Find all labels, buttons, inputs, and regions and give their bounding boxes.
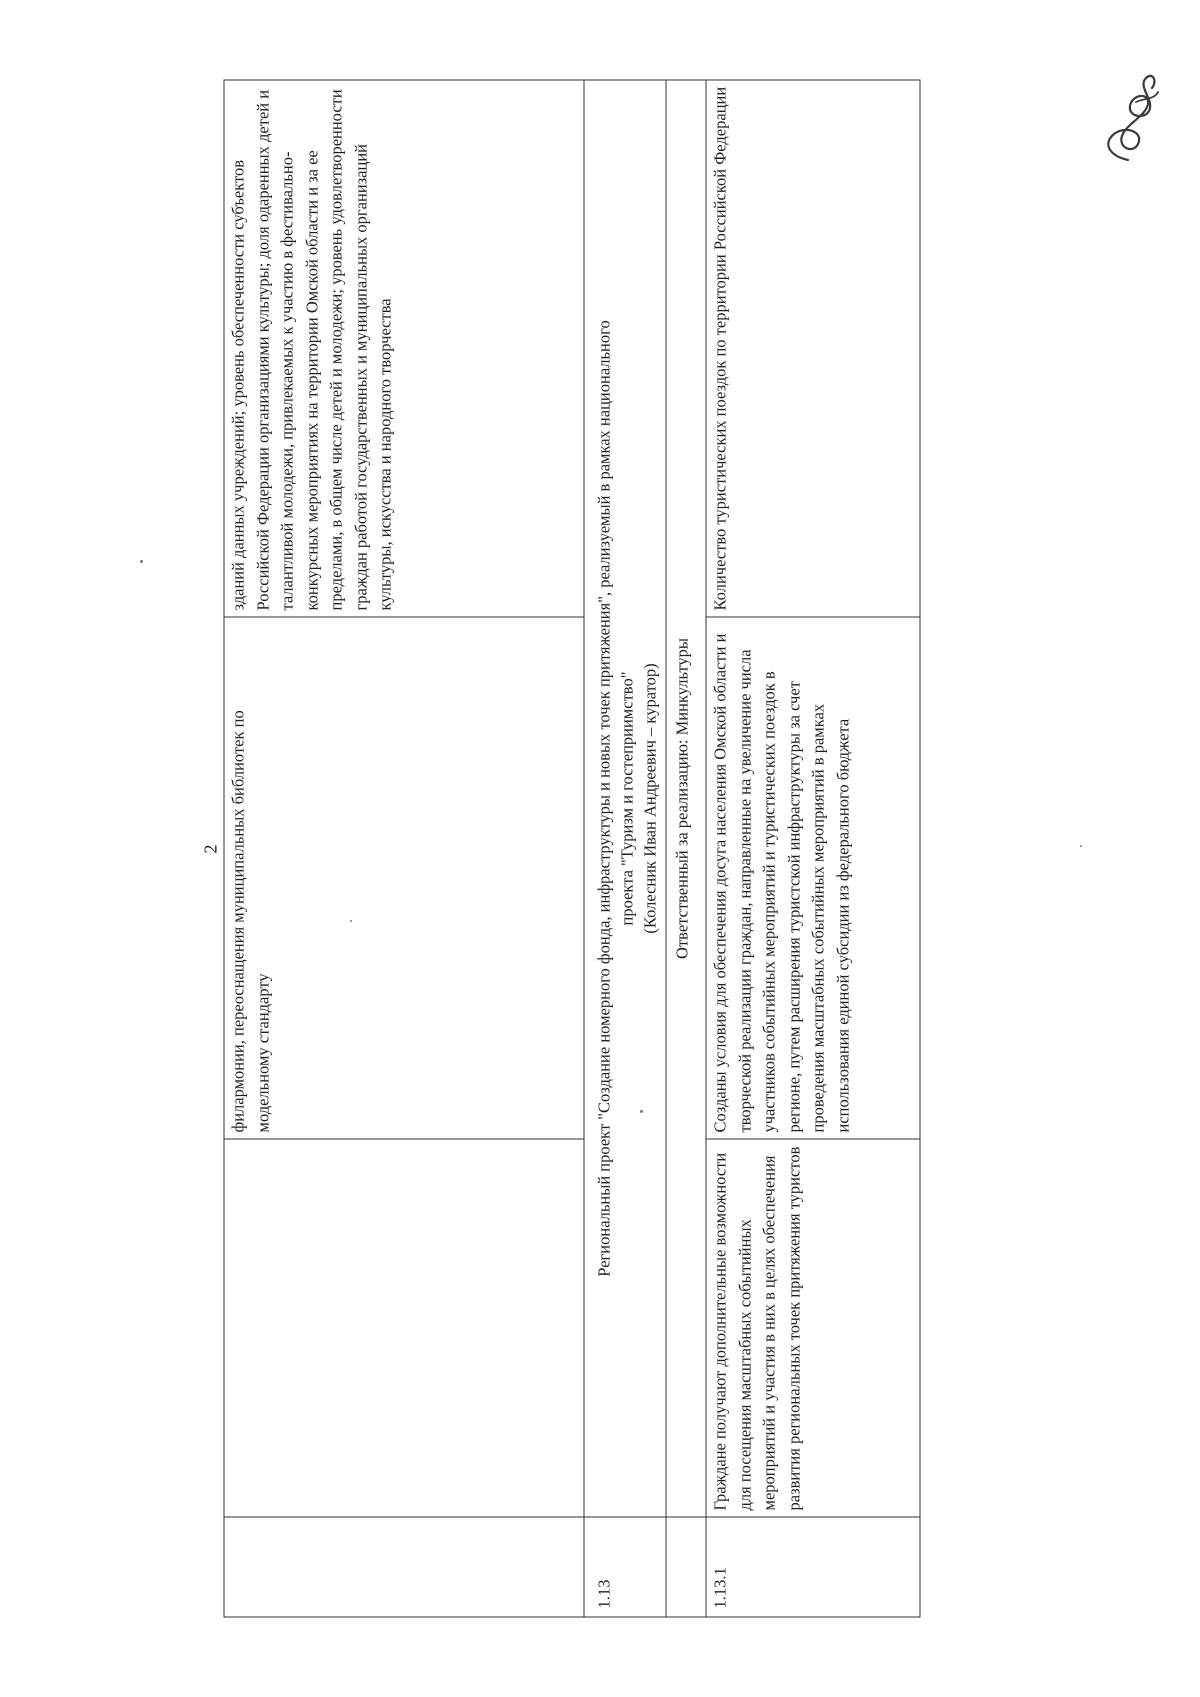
rotated-document-page xyxy=(201,81,977,1618)
table-row-project xyxy=(584,80,666,1617)
cell-project-title xyxy=(584,80,666,1517)
scan-speck xyxy=(640,1110,643,1113)
program-structure-table xyxy=(224,80,921,1618)
cell-responsible: Ответственный за реализацию: Минкультуры xyxy=(666,80,706,1517)
table-row-responsible xyxy=(666,80,706,1617)
cell-task-description: Созданы условия для обеспечения досуга населения Омской области и творческой реализации граждан, направленные на увеличение числа участников событийных мероприятий и туристических поездок в регионе, путем расширения туристской инфраструктуры за счет проведения масштабных событийных мероприятий в рамках использования единой субсидии из федерального бюджета xyxy=(706,617,920,1139)
project-title-line1: Региональный проект "Создание номерного фонда, инфраструктуры и новых точек притяжения", реализуемый в рамках национального xyxy=(594,320,614,1277)
cell-description: филармонии, переоснащения муниципальных библиотек по модельному стандарту xyxy=(224,617,584,1139)
cell-project-number: 1.13 xyxy=(584,1517,666,1617)
table-row-continuation xyxy=(224,80,584,1617)
project-title-line2: проекта "Туризм и гостеприимство" xyxy=(617,671,637,926)
cell-result xyxy=(224,1139,584,1517)
cell-number xyxy=(224,1517,584,1617)
cell-empty xyxy=(666,1517,706,1617)
cell-task-result: Граждане получают дополнительные возможности для посещения масштабных событийных мероприятий и участия в них в целях обеспечения развития региональных точек притяжения туристов xyxy=(706,1139,920,1517)
handwritten-signature xyxy=(1088,28,1178,168)
cell-indicators: зданий данных учреждений; уровень обеспеченности субъектов Российской Федерации организациями культуры; доля одаренных детей и талантливой молодежи, привлекаемых к участию в фестивально-конкурсных мероприятиях на территории Омской области и за ее пределами, в общем числе детей и молодежи; уровень удовлетворенности граждан работой государственных и муниципальных организаций культуры, искусства и народного творчества xyxy=(224,80,584,617)
scan-speck xyxy=(1080,845,1082,847)
scan-speck xyxy=(350,920,352,922)
cell-task-indicators: Количество туристических поездок по территории Российской Федерации xyxy=(706,80,920,617)
cell-task-number: 1.13.1 xyxy=(706,1517,920,1617)
scan-speck xyxy=(140,560,143,563)
page-number: 2 xyxy=(200,844,221,854)
project-curator: (Колесник Иван Андреевич – куратор) xyxy=(640,663,660,934)
table-row-task xyxy=(706,80,920,1617)
